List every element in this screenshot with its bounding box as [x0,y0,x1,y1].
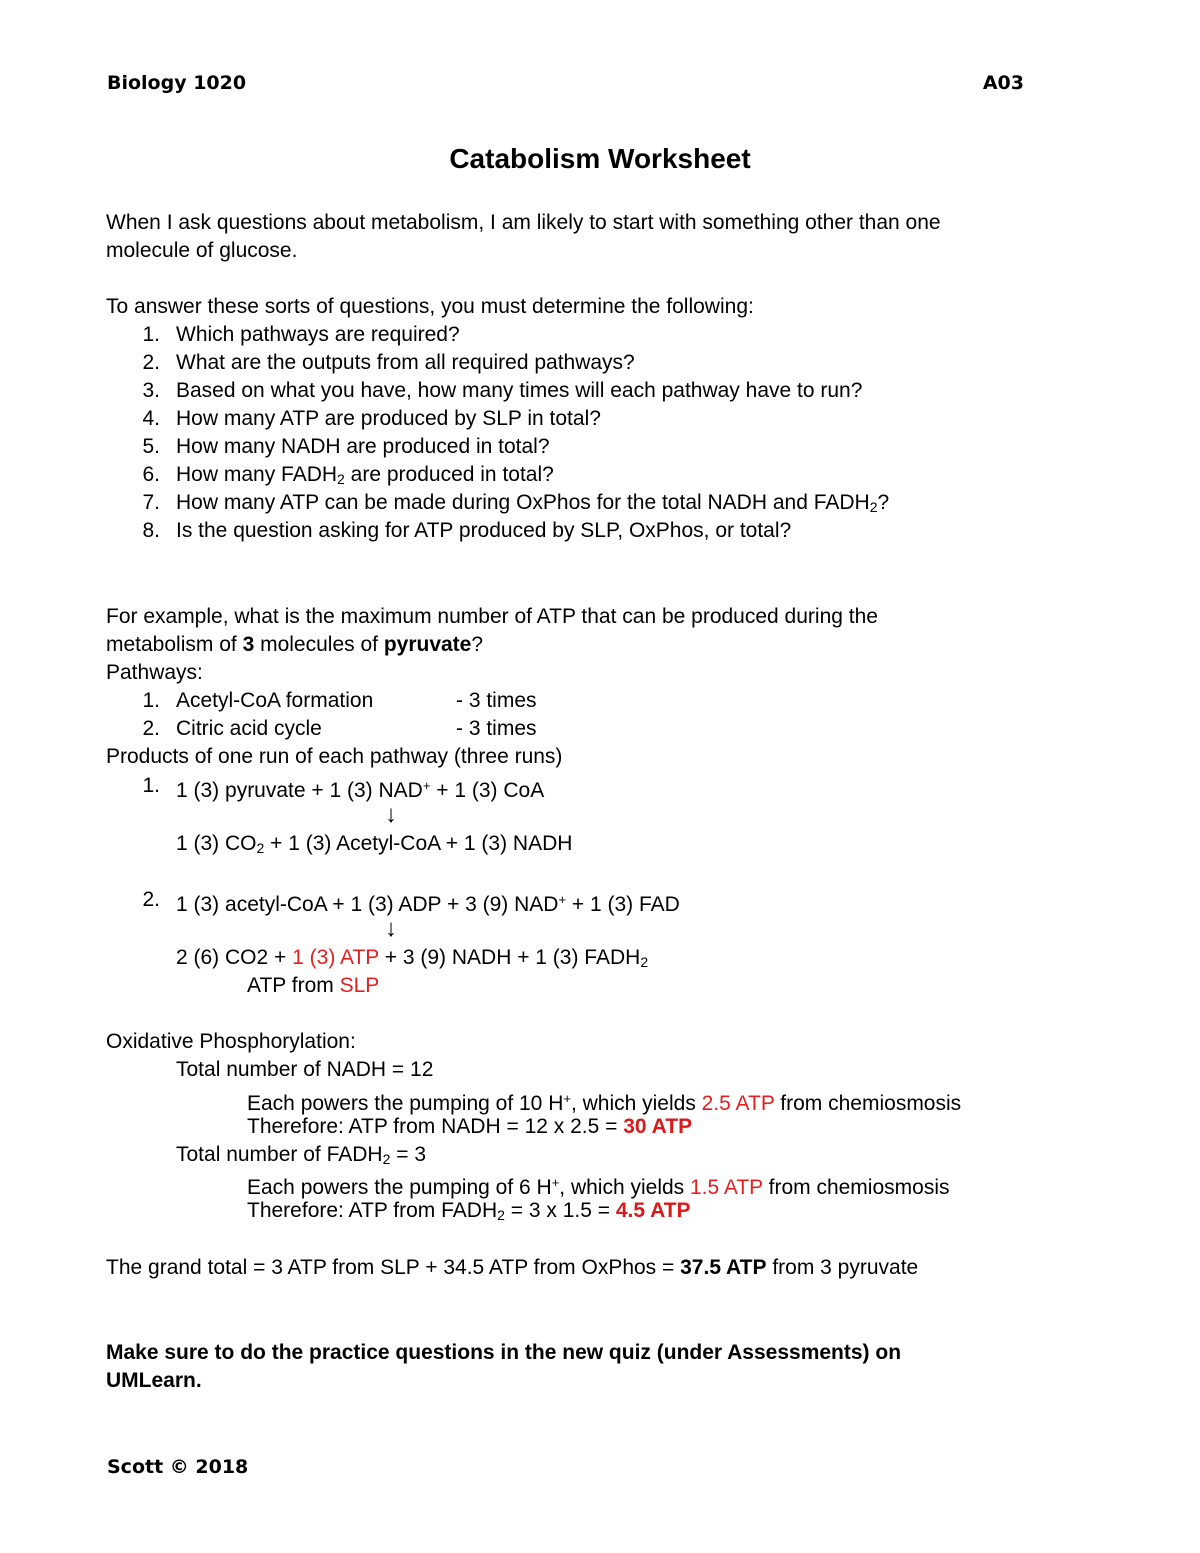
fadh-total: Total number of $FADH_2 = 3$ [176,1143,427,1167]
arrow-down-icon: ↓ [385,915,397,942]
closing-line-2: UMLearn. [106,1369,202,1392]
list-item: Based on what you have, how many times will each pathway have to run? [176,379,863,402]
fadh-each: Each powers the pumping of 6 H+, which yields 1.5 ATP from chemiosmosis [247,1175,950,1199]
step-number: 5. [142,435,160,458]
steps-intro: To answer these sorts of questions, you must determine the following: [106,295,754,318]
pathway-times: - 3 times [456,689,537,712]
reaction-1-reactants: 1 (3) pyruvate + 1 (3) NAD+ + 1 (3) CoA [176,778,545,802]
reaction-number: 2. [142,888,160,911]
course-name: Biology 1020 [107,72,247,94]
step-number: 6. [142,463,160,486]
pathway-name: Citric acid cycle [176,717,322,740]
section-code: A03 [982,72,1024,94]
pathway-number: 2. [142,717,160,740]
footer-copyright: Scott © 2018 [107,1456,249,1478]
products-label: Products of one run of each pathway (three runs) [106,745,563,768]
list-item: How many ATP can be made during OxPhos for the total NADH and $FADH_2$? [176,491,890,515]
closing-line-1: Make sure to do the practice questions in the new quiz (under Assessments) on [106,1341,902,1364]
intro-line-1: When I ask questions about metabolism, I am likely to start with something other than one [106,211,941,234]
page-title: Catabolism Worksheet [449,143,751,174]
pathway-name: Acetyl-CoA formation [176,689,374,712]
list-item: How many NADH are produced in total? [176,435,550,458]
list-item: How many $FADH_2$ are produced in total? [176,463,554,487]
reaction-1-products: 1 (3) $CO_2 + 1$ (3) Acetyl-CoA + 1 (3) NADH [176,832,573,856]
grand-total: The grand total = 3 ATP from SLP + 34.5 ATP from OxPhos = 37.5 ATP from 3 pyruvate [106,1256,919,1279]
example-line-1: For example, what is the maximum number of ATP that can be produced during the [106,605,878,628]
oxphos-label: Oxidative Phosphorylation: [106,1030,356,1053]
reaction-2-reactants: 1 (3) acetyl-CoA + 1 (3) ADP + 3 (9) NAD+ + 1 (3) FAD [176,892,680,916]
reaction-2-products: 2 (6) CO2 + 1 (3) ATP + 3 (9) NADH + 1 (3) $FADH_2$ [176,946,649,970]
nadh-therefore: Therefore: ATP from NADH = 12 x 2.5 = 30 ATP [247,1115,693,1138]
step-number: 3. [142,379,160,402]
nadh-total: Total number of NADH = 12 [176,1058,434,1081]
list-item: What are the outputs from all required pathways? [176,351,635,374]
nadh-each: Each powers the pumping of 10 H+, which yields 2.5 ATP from chemiosmosis [247,1091,962,1115]
example-line-2: metabolism of 3 molecules of pyruvate? [106,633,484,656]
arrow-down-icon: ↓ [385,801,397,828]
list-item: How many ATP are produced by SLP in total? [176,407,601,430]
step-number: 1. [142,323,160,346]
atp-source-note: ATP from SLP [247,974,380,997]
step-number: 4. [142,407,160,430]
step-number: 8. [142,519,160,542]
list-item: Which pathways are required? [176,323,460,346]
step-number: 7. [142,491,160,514]
pathway-times: - 3 times [456,717,537,740]
step-number: 2. [142,351,160,374]
pathways-label: Pathways: [106,661,203,684]
intro-line-2: molecule of glucose. [106,239,298,262]
fadh-therefore: Therefore: ATP from $FADH_2 = 3$ x 1.5 = 4.5 ATP [247,1199,691,1223]
reaction-number: 1. [142,774,160,797]
pathway-number: 1. [142,689,160,712]
list-item: Is the question asking for ATP produced by SLP, OxPhos, or total? [176,519,792,542]
